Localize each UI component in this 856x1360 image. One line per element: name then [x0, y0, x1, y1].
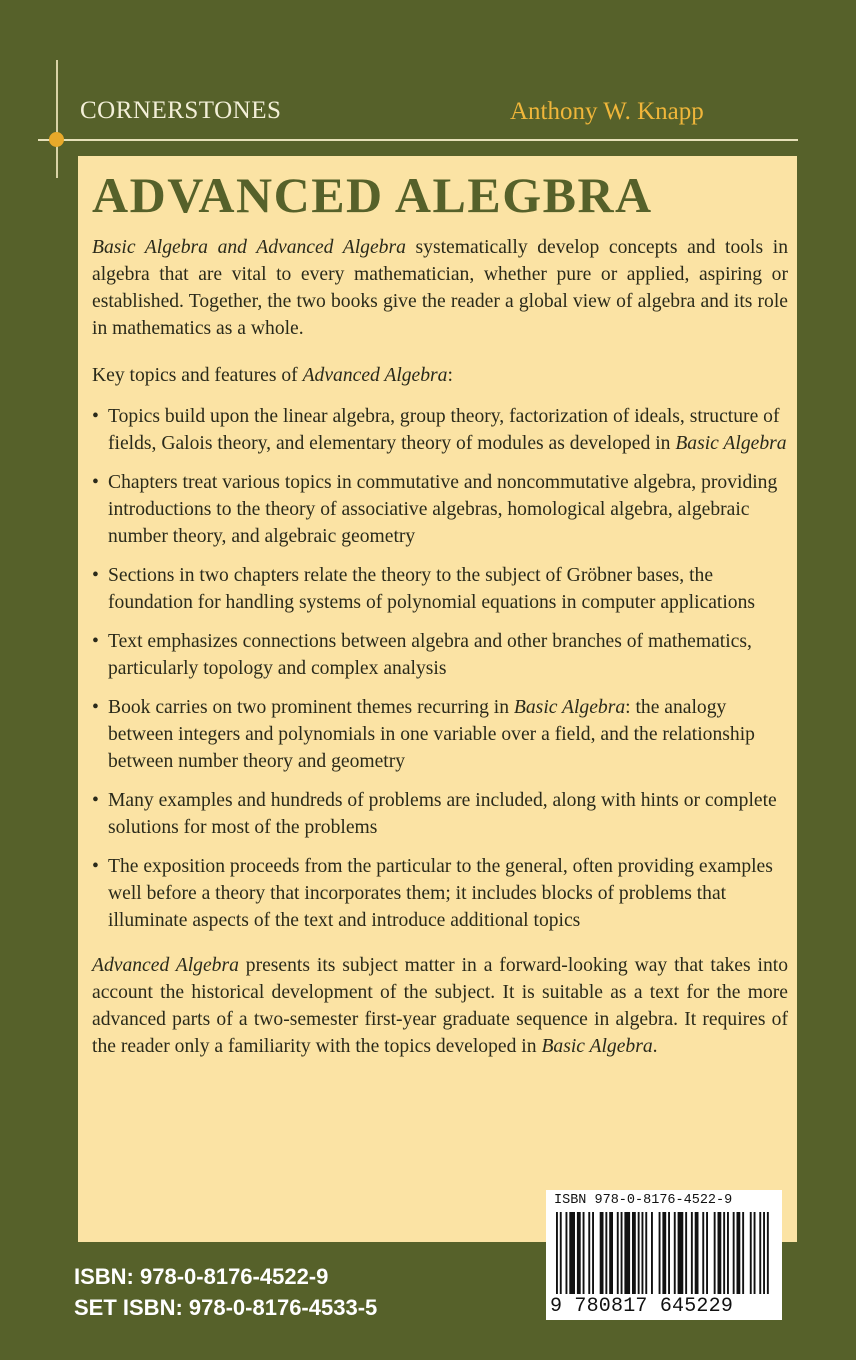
barcode-bar: [592, 1212, 594, 1294]
series-name: CORNERSTONES: [80, 97, 282, 124]
feature-item: [92, 469, 788, 550]
barcode-bar: [659, 1212, 661, 1294]
closing-text: presents its subject matter in a forward-looking way that takes into account the historical development of the subject. It is suitable as a text for the more advanced parts of a two-semester first-year graduate sequence in algebra. It requires of the reader only a familiarity with the topics developed in: [92, 955, 788, 1057]
feature-italic: Basic Algebra: [675, 433, 787, 454]
barcode-bar: [759, 1212, 761, 1294]
feature-text: Chapters treat various topics in commutative and noncommutative algebra, providing introductions to the theory of associative algebras, homological algebra, algebraic number theory, and algebraic geometry: [108, 472, 778, 547]
barcode-bars: [556, 1212, 772, 1304]
feature-item: [92, 403, 788, 457]
barcode-bar: [695, 1212, 699, 1294]
barcode-bar: [750, 1212, 752, 1294]
feature-text: The exposition proceeds from the particular to the general, often providing examples well before a theory that incorporates them; it includes blocks of problems that illuminate aspects of the text and introduce additional topics: [108, 856, 773, 931]
description-body: [92, 234, 788, 1060]
barcode-bar: [723, 1212, 725, 1294]
feature-item: [92, 853, 788, 934]
barcode-isbn-text: ISBN 978-0-8176-4522-9: [554, 1193, 733, 1208]
barcode-bar: [638, 1212, 640, 1294]
feature-text: Many examples and hundreds of problems are included, along with hints or complete solutions for most of the problems: [108, 790, 777, 838]
barcode-bar: [662, 1212, 666, 1294]
barcode-bar: [621, 1212, 623, 1294]
intro-paragraph: [92, 234, 788, 342]
key-topics-prefix: Key topics and features of: [92, 365, 303, 386]
barcode-bar: [569, 1212, 575, 1294]
barcode-bar: [678, 1212, 684, 1294]
barcode-bar: [632, 1212, 636, 1294]
barcode-bar: [714, 1212, 716, 1294]
feature-italic: Basic Algebra: [513, 697, 626, 718]
author-name: Anthony W. Knapp: [510, 98, 704, 125]
intro-text: systematically develop concepts and tools in algebra that are vital to every mathematician, whether pure or applied, aspiring or established. Together, the two books give the reader a global view of algebra and its role in mathematics as a whole.: [92, 237, 788, 339]
isbn-block: [74, 1261, 377, 1323]
barcode-bar: [733, 1212, 735, 1294]
feature-text: Book carries on two prominent themes recurring in: [108, 697, 514, 718]
feature-item: [92, 787, 788, 841]
barcode-bar: [642, 1212, 644, 1294]
barcode-bar: [754, 1212, 756, 1294]
barcode-bar: [617, 1212, 619, 1294]
isbn-line: ISBN: 978-0-8176-4522-9: [74, 1264, 329, 1289]
barcode-bar: [600, 1212, 604, 1294]
closing-end: .: [652, 1036, 658, 1057]
closing-italic-2: Basic Algebra: [541, 1036, 653, 1057]
feature-text: Topics build upon the linear algebra, group theory, factorization of ideals, structure of fields, Galois theory, and elementary theory of modules as developed in: [108, 406, 780, 454]
set-isbn-line: SET ISBN: 978-0-8176-4533-5: [74, 1295, 378, 1320]
barcode-bar: [763, 1212, 765, 1294]
barcode-bar: [767, 1212, 769, 1294]
feature-item: [92, 628, 788, 682]
barcode-bar: [645, 1212, 647, 1294]
barcode-bar: [691, 1212, 693, 1294]
barcode-bar: [651, 1212, 653, 1294]
barcode-bar: [727, 1212, 729, 1294]
feature-item: [92, 562, 788, 616]
key-topics-italic: Advanced Algebra: [302, 365, 448, 386]
barcode: [546, 1190, 782, 1320]
barcode-bar: [668, 1212, 670, 1294]
key-topics-suffix: :: [447, 365, 453, 386]
barcode-bar: [685, 1212, 687, 1294]
feature-list: [92, 403, 788, 934]
barcode-bar: [556, 1212, 558, 1294]
barcode-bar: [742, 1212, 744, 1294]
barcode-bar: [674, 1212, 676, 1294]
barcode-bar: [737, 1212, 741, 1294]
closing-paragraph: [92, 952, 788, 1060]
barcode-bar: [560, 1212, 562, 1294]
horizontal-rule: [38, 139, 798, 141]
feature-text: Sections in two chapters relate the theory to the subject of Gröbner bases, the foundation for handling systems of polynomial equations in computer applications: [108, 565, 756, 613]
book-title: ADVANCED ALEGBRA: [92, 167, 653, 223]
feature-after: : the analogy between integers and polynomials in one variable over a field, and the relationship between number theory and geometry: [108, 697, 755, 772]
feature-text: Text emphasizes connections between algebra and other branches of mathematics, particularly topology and complex analysis: [108, 631, 752, 679]
intro-italic: Basic Algebra and Advanced Algebra: [92, 237, 406, 258]
barcode-bar: [609, 1212, 613, 1294]
barcode-bar: [702, 1212, 704, 1294]
barcode-bar: [718, 1212, 722, 1294]
barcode-bar: [588, 1212, 590, 1294]
barcode-bar: [624, 1212, 630, 1294]
barcode-digits: 9 780817 645229: [550, 1295, 734, 1318]
key-topics-heading: [92, 362, 788, 389]
closing-italic: Advanced Algebra: [92, 955, 239, 976]
barcode-bar: [583, 1212, 585, 1294]
feature-item: [92, 694, 788, 775]
barcode-bar: [577, 1212, 581, 1294]
vertical-rule: [56, 60, 58, 178]
barcode-bar: [566, 1212, 568, 1294]
ornament-dot: [49, 132, 64, 147]
barcode-bar: [706, 1212, 708, 1294]
barcode-bar: [605, 1212, 607, 1294]
